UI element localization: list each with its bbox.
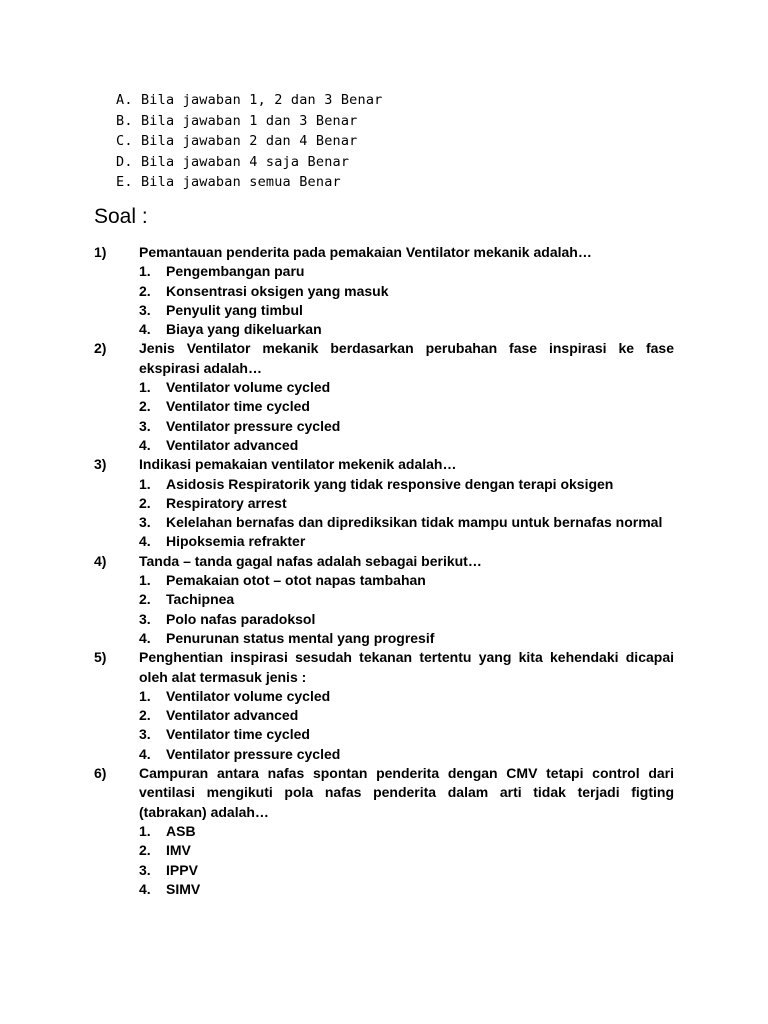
- option-number: 2.: [139, 591, 151, 608]
- option-text: Tachipnea: [166, 591, 235, 608]
- option-number: 2.: [139, 494, 151, 511]
- option-item: [139, 397, 674, 416]
- option-number: 3.: [139, 861, 151, 878]
- question-2: [94, 339, 674, 455]
- option-list: [139, 475, 674, 552]
- option-text: Ventilator advanced: [166, 707, 299, 724]
- option-item: [139, 571, 674, 590]
- option-number: 2.: [139, 282, 151, 299]
- option-number: 1.: [139, 822, 151, 839]
- option-number: 4.: [139, 436, 151, 453]
- option-item: [139, 841, 674, 860]
- option-text: Pemakaian otot – otot napas tambahan: [166, 572, 426, 589]
- option-text: Konsentrasi oksigen yang masuk: [166, 282, 389, 299]
- option-item: [139, 590, 674, 609]
- option-number: 4.: [139, 629, 151, 646]
- option-text: Penurunan status mental yang progresif: [166, 629, 435, 646]
- option-text: Penyulit yang timbul: [166, 301, 303, 318]
- question-6: [94, 764, 674, 899]
- answer-key-item: D. Bila jawaban 4 saja Benar: [116, 153, 350, 170]
- option-text: Polo nafas paradoksol: [166, 610, 316, 627]
- option-list: [139, 378, 674, 455]
- answer-key-item: A. Bila jawaban 1, 2 dan 3 Benar: [116, 92, 383, 108]
- option-text: Ventilator time cycled: [166, 398, 310, 415]
- option-item: [139, 513, 674, 532]
- question-4: [94, 552, 674, 648]
- option-number: 4.: [139, 533, 151, 550]
- option-number: 3.: [139, 417, 151, 434]
- option-item: [139, 262, 674, 281]
- option-text: Pengembangan paru: [166, 263, 305, 280]
- option-item: [139, 725, 674, 744]
- option-number: 3.: [139, 301, 151, 318]
- answer-key-item: B. Bila jawaban 1 dan 3 Benar: [116, 112, 358, 129]
- question-1: [94, 243, 674, 339]
- option-text: Ventilator volume cycled: [166, 379, 331, 396]
- option-list: [139, 571, 674, 648]
- question-text: Campuran antara nafas spontan penderita dengan CMV tetapi control dari ventilasi mengikuti pola nafas penderita dalam arti tidak terjadi figting (tabrakan) adalah…: [139, 765, 674, 820]
- option-number: 2.: [139, 707, 151, 724]
- question-5: [94, 648, 674, 764]
- question-text: Jenis Ventilator mekanik berdasarkan perubahan fase inspirasi ke fase ekspirasi adalah…: [139, 340, 674, 376]
- question-number: 6): [94, 765, 107, 782]
- option-text: SIMV: [166, 880, 201, 897]
- option-number: 1.: [139, 475, 151, 492]
- option-item: [139, 301, 674, 320]
- option-text: Ventilator time cycled: [166, 726, 310, 743]
- question-text: Tanda – tanda gagal nafas adalah sebagai berikut…: [139, 552, 482, 569]
- option-item: [139, 880, 674, 899]
- option-text: Biaya yang dikeluarkan: [166, 321, 322, 338]
- option-item: [139, 320, 674, 339]
- question-number: 2): [94, 340, 107, 357]
- question-text: Indikasi pemakaian ventilator mekenik adalah…: [139, 456, 457, 473]
- question-number: 5): [94, 649, 107, 666]
- option-text: Ventilator volume cycled: [166, 687, 331, 704]
- option-item: [139, 417, 674, 436]
- option-list: [139, 687, 674, 764]
- option-item: [139, 494, 674, 513]
- option-text: IMV: [166, 842, 191, 859]
- option-number: 3.: [139, 726, 151, 743]
- answer-key-list: [116, 90, 383, 193]
- option-number: 1.: [139, 263, 151, 280]
- question-number: 1): [94, 244, 107, 260]
- option-item: [139, 745, 674, 764]
- option-text: Ventilator pressure cycled: [166, 417, 341, 434]
- question-number: 4): [94, 552, 107, 569]
- option-text: Kelelahan bernafas dan diprediksikan tidak mampu untuk bernafas normal: [166, 514, 663, 531]
- section-heading: Soal :: [94, 205, 148, 228]
- option-item: [139, 706, 674, 725]
- option-item: [139, 861, 674, 880]
- question-3: [94, 455, 674, 551]
- option-text: Hipoksemia refrakter: [166, 533, 306, 550]
- option-text: Asidosis Respiratorik yang tidak responsive dengan terapi oksigen: [166, 475, 614, 492]
- option-number: 4.: [139, 745, 151, 762]
- option-item: [139, 629, 674, 648]
- option-text: IPPV: [166, 861, 198, 878]
- option-item: [139, 436, 674, 455]
- option-item: [139, 610, 674, 629]
- option-number: 3.: [139, 514, 151, 531]
- option-number: 2.: [139, 398, 151, 415]
- option-item: [139, 532, 674, 551]
- answer-key-item: E. Bila jawaban semua Benar: [116, 174, 341, 191]
- option-list: [139, 262, 674, 339]
- option-number: 1.: [139, 379, 151, 396]
- question-text: Penghentian inspirasi sesudah tekanan tertentu yang kita kehendaki dicapai oleh alat termasuk jenis :: [139, 649, 674, 685]
- option-text: Ventilator advanced: [166, 436, 299, 453]
- option-item: [139, 475, 674, 494]
- option-list: [139, 822, 674, 899]
- option-text: Respiratory arrest: [166, 494, 287, 511]
- option-item: [139, 822, 674, 841]
- option-number: 2.: [139, 842, 151, 859]
- question-number: 3): [94, 456, 107, 473]
- option-number: 1.: [139, 572, 151, 589]
- question-text: Pemantauan penderita pada pemakaian Ventilator mekanik adalah…: [139, 244, 592, 260]
- option-item: [139, 282, 674, 301]
- option-number: 1.: [139, 687, 151, 704]
- option-item: [139, 687, 674, 706]
- option-number: 4.: [139, 321, 151, 338]
- option-item: [139, 378, 674, 397]
- answer-key-item: C. Bila jawaban 2 dan 4 Benar: [116, 133, 358, 150]
- option-text: Ventilator pressure cycled: [166, 745, 341, 762]
- question-list: [94, 243, 674, 899]
- option-number: 3.: [139, 610, 151, 627]
- option-number: 4.: [139, 880, 151, 897]
- option-text: ASB: [166, 822, 196, 839]
